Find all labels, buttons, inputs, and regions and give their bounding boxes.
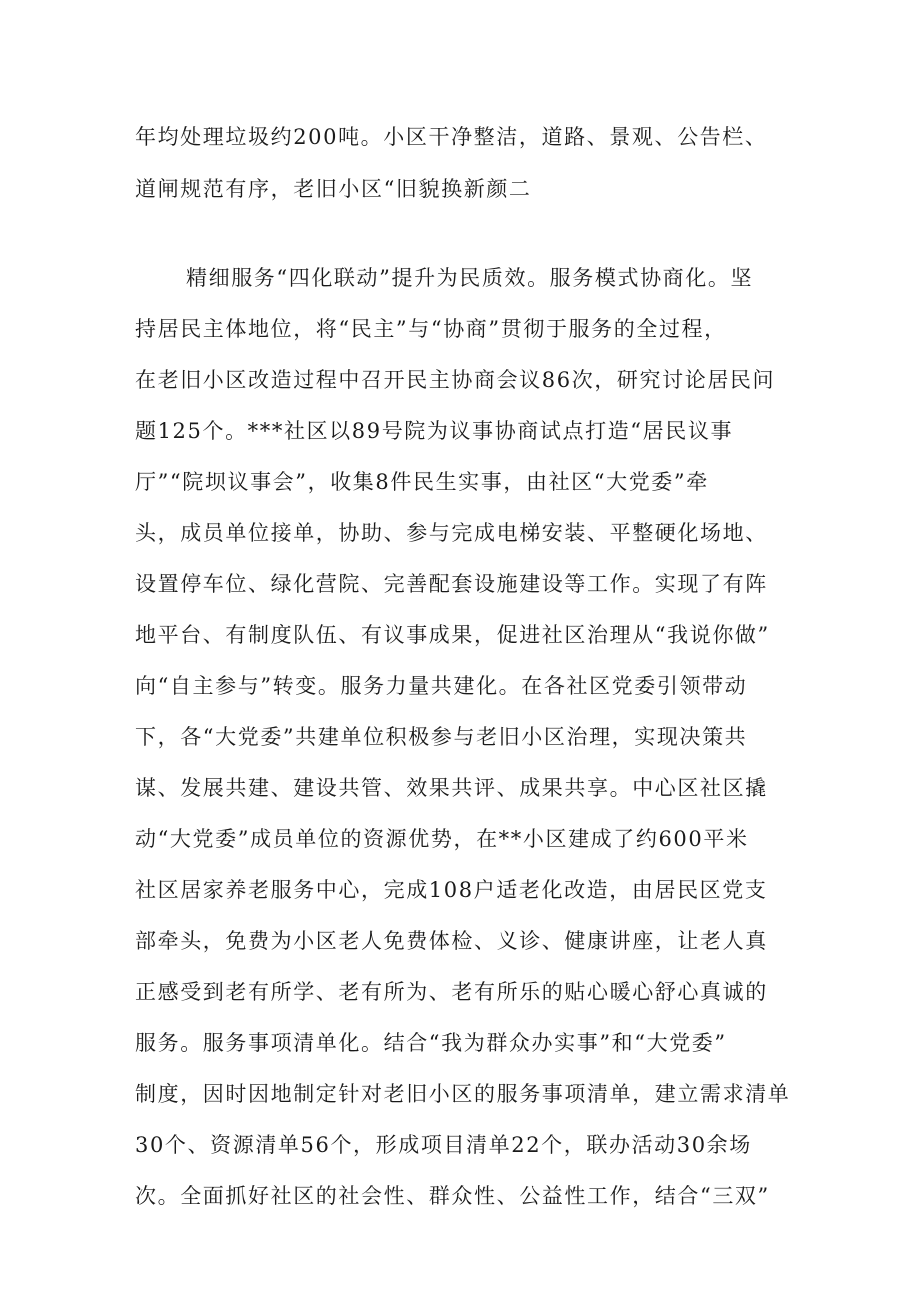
text-line: 地平台、有制度队伍、有议事成果，促进社区治理从“我说你做” [135, 623, 770, 647]
text-line: 正感受到老有所学、老有所为、老有所乐的贴心暖心舒心真诚的 [135, 980, 768, 1004]
text-line: 题125个。***社区以89号院为议事协商试点打造“居民议事 [135, 419, 734, 443]
text-line: 精细服务“四化联动”提升为民质效。服务模式协商化。坚 [186, 266, 754, 290]
text-line: 社区居家养老服务中心，完成108户适老化改造，由居民区党支 [135, 878, 768, 902]
text-line: 道闸规范有序，老旧小区“旧貌换新颜二 [135, 177, 532, 201]
text-line: 次。全面抓好社区的社会性、群众性、公益性工作，结合“三双” [135, 1184, 770, 1208]
text-line: 谋、发展共建、建设共管、效果共评、成果共享。中心区社区撬 [135, 776, 768, 800]
text-line: 设置停车位、绿化营院、完善配套设施建设等工作。实现了有阵 [135, 572, 768, 596]
text-line: 厅”“院坝议事会”，收集8件民生实事，由社区“大党委”牵 [135, 470, 709, 494]
text-line: 30个、资源清单56个，形成项目清单22个，联办活动30余场 [135, 1133, 752, 1157]
text-line: 下，各“大党委”共建单位积极参与老旧小区治理，实现决策共 [135, 725, 748, 749]
text-line: 头，成员单位接单，协助、参与完成电梯安装、平整硬化场地、 [135, 521, 768, 545]
text-line: 动“大党委”成员单位的资源优势，在**小区建成了约600平米 [135, 827, 749, 851]
text-line: 持居民主体地位，将“民主”与“协商”贯彻于服务的全过程， [135, 317, 727, 341]
text-line: 服务。服务事项清单化。结合“我为群众办实事”和“大党委” [135, 1031, 727, 1055]
text-line: 制度，因时因地制定针对老旧小区的服务事项清单，建立需求清单 [135, 1082, 791, 1106]
text-line: 在老旧小区改造过程中召开民主协商会议86次，研究讨论居民问 [135, 368, 776, 392]
text-line: 部牵头，免费为小区老人免费体检、义诊、健康讲座，让老人真 [135, 929, 768, 953]
text-line: 年均处理垃圾约200吨。小区干净整洁，道路、景观、公告栏、 [135, 125, 768, 149]
text-line: 向“自主参与”转变。服务力量共建化。在各社区党委引领带动 [135, 674, 748, 698]
